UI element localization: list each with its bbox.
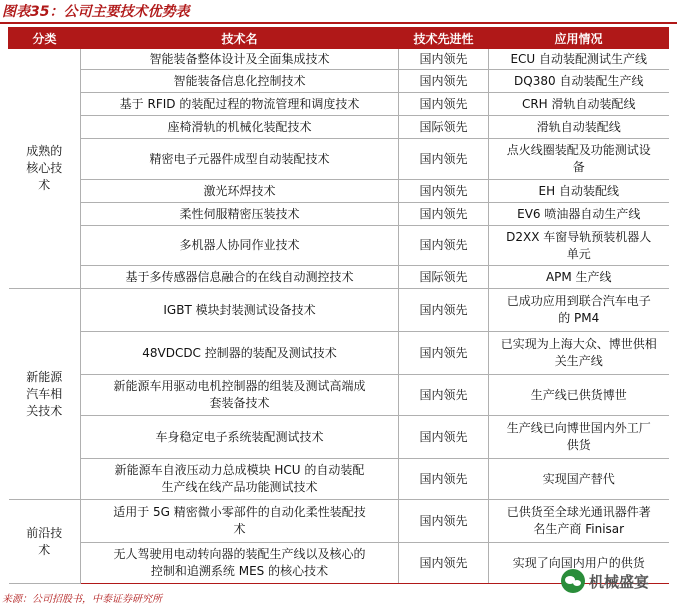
tech-cell: 激光环焊技术 — [81, 180, 399, 203]
tech-cell: 新能源车用驱动电机控制器的组装及测试高端成 套装备技术 — [81, 375, 399, 416]
tech-cell: 适用于 5G 精密微小零部件的自动化柔性装配技 术 — [81, 500, 399, 543]
tech-advantage-table — [8, 27, 669, 584]
application-cell: 生产线已供货博世 — [489, 375, 669, 416]
level-cell: 国内领先 — [399, 543, 489, 584]
table-row — [9, 49, 669, 70]
level-cell: 国内领先 — [399, 93, 489, 116]
level-cell: 国内领先 — [399, 49, 489, 70]
level-cell: 国际领先 — [399, 266, 489, 289]
application-cell: 实现了向国内用户的供货 — [489, 543, 669, 584]
level-cell: 国内领先 — [399, 332, 489, 375]
tech-cell: 基于多传感器信息融合的在线自动测控技术 — [81, 266, 399, 289]
tech-cell: 智能装备整体设计及全面集成技术 — [81, 49, 399, 70]
tech-cell: 48VDCDC 控制器的装配及测试技术 — [81, 332, 399, 375]
table-row — [9, 93, 669, 116]
tech-cell: 座椅滑轨的机械化装配技术 — [81, 116, 399, 139]
application-cell: D2XX 车窗导轨预装机器人 单元 — [489, 226, 669, 266]
table-row — [9, 289, 669, 332]
source-note: 来源：公司招股书，中泰证券研究所 — [2, 594, 162, 605]
application-cell: 实现国产替代 — [489, 459, 669, 500]
application-cell: 生产线已向博世国内外工厂 供货 — [489, 416, 669, 459]
table-row — [9, 332, 669, 375]
table-row — [9, 226, 669, 266]
tech-cell: 车身稳定电子系统装配测试技术 — [81, 416, 399, 459]
level-cell: 国内领先 — [399, 180, 489, 203]
table-row — [9, 459, 669, 500]
table-row — [9, 139, 669, 180]
application-cell: 已成功应用到联合汽车电子 的 PM4 — [489, 289, 669, 332]
level-cell: 国际领先 — [399, 116, 489, 139]
header-application: 应用情况 — [489, 28, 669, 49]
table-row — [9, 266, 669, 289]
watermark-text: 机械盛宴 — [589, 572, 650, 591]
level-cell: 国内领先 — [399, 500, 489, 543]
application-cell: 已实现为上海大众、博世供相 关生产线 — [489, 332, 669, 375]
application-cell: EV6 喷油器自动生产线 — [489, 203, 669, 226]
tech-cell: 基于 RFID 的装配过程的物流管理和调度技术 — [81, 93, 399, 116]
table-row — [9, 203, 669, 226]
table-row — [9, 500, 669, 543]
level-cell: 国内领先 — [399, 459, 489, 500]
tech-cell: IGBT 模块封装测试设备技术 — [81, 289, 399, 332]
level-cell: 国内领先 — [399, 375, 489, 416]
application-cell: APM 生产线 — [489, 266, 669, 289]
table-row — [9, 180, 669, 203]
application-cell: DQ380 自动装配生产线 — [489, 70, 669, 93]
header-advancement: 技术先进性 — [399, 28, 489, 49]
application-cell: ECU 自动装配测试生产线 — [489, 49, 669, 70]
application-cell: 点火线圈装配及功能测试设 备 — [489, 139, 669, 180]
level-cell: 国内领先 — [399, 289, 489, 332]
category-cell: 前沿技 术 — [9, 500, 81, 584]
level-cell: 国内领先 — [399, 203, 489, 226]
level-cell: 国内领先 — [399, 139, 489, 180]
table-row — [9, 416, 669, 459]
header-category: 分类 — [9, 28, 81, 49]
application-cell: CRH 滑轨自动装配线 — [489, 93, 669, 116]
level-cell: 国内领先 — [399, 416, 489, 459]
category-cell: 成熟的 核心技 术 — [9, 49, 81, 289]
header-tech-name: 技术名 — [81, 28, 399, 49]
watermark — [561, 564, 671, 598]
application-cell: EH 自动装配线 — [489, 180, 669, 203]
wechat-icon — [561, 569, 585, 593]
tech-cell: 精密电子元器件成型自动装配技术 — [81, 139, 399, 180]
level-cell: 国内领先 — [399, 70, 489, 93]
header-row — [9, 28, 669, 49]
tech-cell: 无人驾驶用电动转向器的装配生产线以及核心的 控制和追溯系统 MES 的核心技术 — [81, 543, 399, 584]
application-cell: 滑轨自动装配线 — [489, 116, 669, 139]
category-cell: 新能源 汽车相 关技术 — [9, 289, 81, 500]
table-title: 图表35：公司主要技术优势表 — [0, 0, 677, 24]
tech-cell: 新能源车自液压动力总成模块 HCU 的自动装配 生产线在线产品功能测试技术 — [81, 459, 399, 500]
table-row — [9, 116, 669, 139]
tech-cell: 多机器人协同作业技术 — [81, 226, 399, 266]
level-cell: 国内领先 — [399, 226, 489, 266]
tech-cell: 柔性伺服精密压装技术 — [81, 203, 399, 226]
table-row — [9, 70, 669, 93]
application-cell: 已供货至全球光通讯器件著 名生产商 Finisar — [489, 500, 669, 543]
table-row — [9, 375, 669, 416]
tech-cell: 智能装备信息化控制技术 — [81, 70, 399, 93]
